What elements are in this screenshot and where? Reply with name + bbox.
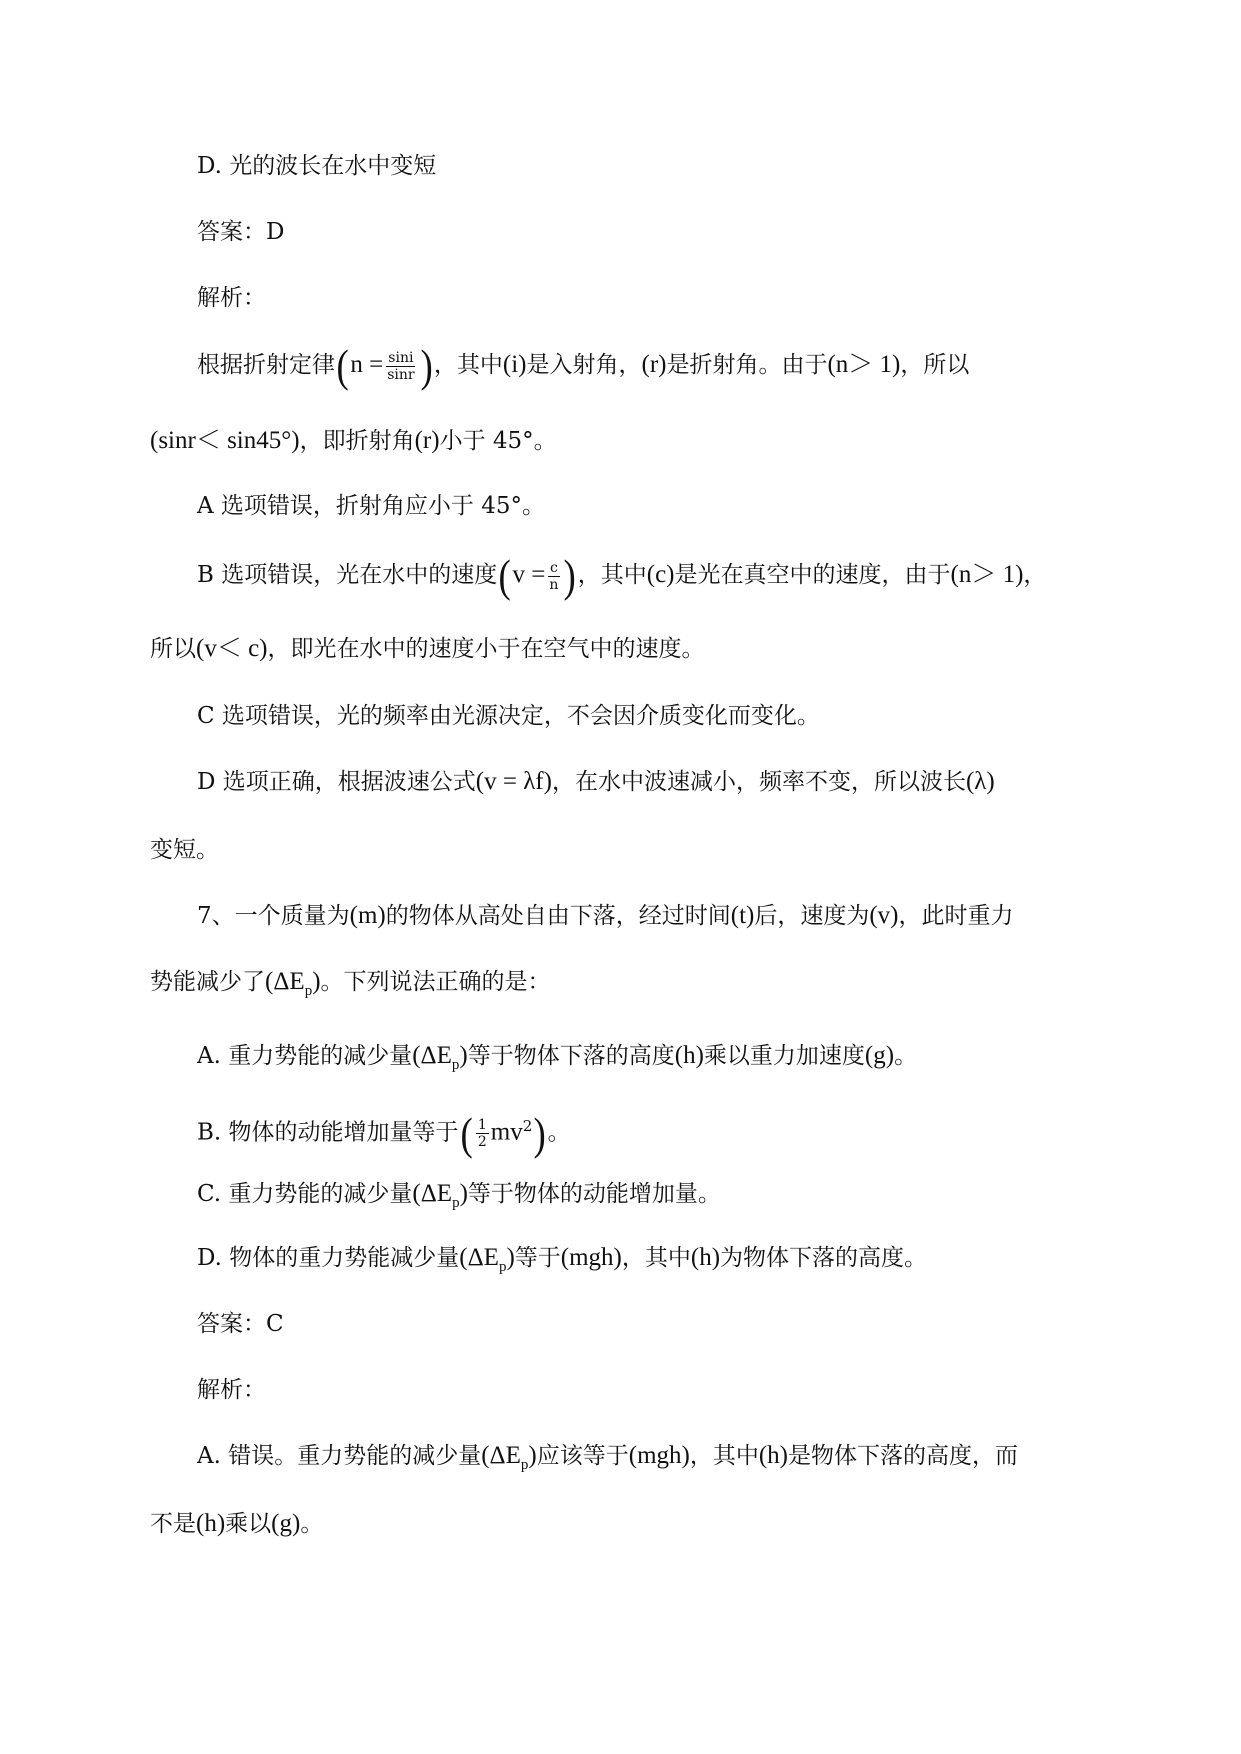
math-r: (r): [414, 427, 440, 454]
close-paren: ): [459, 1180, 468, 1207]
close-paren: ): [563, 550, 577, 601]
refraction-law-line: [197, 340, 970, 391]
math-r: (r): [641, 351, 667, 378]
math-delta-ep: [459, 1244, 515, 1275]
math-v: (v): [869, 902, 899, 929]
math-v-eq: v =: [512, 561, 546, 588]
text-segment: 的物体从高处自由下落，经过时间: [385, 903, 731, 929]
text-segment: C. 重力势能的减少量: [197, 1181, 413, 1207]
text-segment: D 选项正确，根据波速公式: [197, 769, 476, 795]
option-b-analysis: [197, 550, 1047, 601]
text-segment: ，此时重力: [898, 903, 1014, 929]
text-segment: ，即光在水中的速度小于在空气中的速度。: [267, 636, 705, 662]
subscript-p: p: [452, 1195, 460, 1211]
text-segment: 。: [300, 1511, 324, 1537]
q7-analysis-a: [197, 1438, 1018, 1483]
text-segment: 变短。: [150, 837, 219, 863]
answer-line: [197, 214, 284, 250]
text-segment: ，所以: [900, 352, 970, 378]
text-segment: ，: [1023, 562, 1047, 588]
subscript-p: p: [520, 1457, 529, 1473]
text-segment: B. 物体的动能增加量等于: [197, 1119, 459, 1146]
text-segment: A. 重力势能的减少量: [197, 1043, 413, 1069]
close-paren: ): [459, 1042, 468, 1069]
text-segment: 是物体下落的高度，而: [788, 1443, 1019, 1469]
math-delta-ep: [481, 1442, 537, 1473]
text-segment: 。: [547, 1119, 571, 1146]
text-segment: 等于物体下落的高度: [467, 1043, 675, 1069]
fraction-denominator: 2: [477, 1134, 487, 1151]
math-g: (g): [864, 1042, 895, 1069]
math-v-lt-c: (v＜ c): [196, 635, 268, 662]
option-d-text: D. 光的波长在水中变短: [197, 153, 437, 179]
text-segment: ，在水中波速减小，频率不变，所以波长: [551, 769, 966, 795]
math-delta-e: (ΔE: [481, 1442, 521, 1469]
fraction-c-n: [547, 560, 560, 593]
fraction-sini-sinr: [385, 350, 416, 383]
option-d-line: [197, 148, 436, 184]
option-a-analysis: [197, 488, 545, 524]
math-lambda: (λ): [965, 768, 995, 795]
q7-option-a: [197, 1038, 917, 1083]
q7-option-d: [197, 1240, 927, 1285]
text-segment: 势能减少了: [150, 969, 265, 995]
text-segment: D. 物体的重力势能减少量: [197, 1245, 460, 1271]
text-segment: A. 错误。重力势能的减少量: [197, 1443, 482, 1469]
answer-line-2: [197, 1306, 284, 1342]
option-d-analysis-cont: [150, 832, 219, 868]
text-segment: 不是: [150, 1511, 196, 1537]
answer-text: 答案：D: [197, 219, 285, 245]
option-a-analysis-text: A 选项错误，折射角应小于 45°。: [197, 493, 545, 519]
sin-comparison-line: [150, 423, 557, 459]
question-7-line: [197, 898, 1014, 934]
option-c-analysis: [197, 698, 820, 734]
text-segment: ，其中: [577, 562, 647, 588]
q7-option-c: [197, 1176, 721, 1221]
subscript-p: p: [451, 1057, 460, 1073]
math-delta-ep: [412, 1180, 468, 1211]
text-segment: 等于: [514, 1245, 561, 1271]
fraction-numerator: c: [550, 559, 558, 576]
text-segment: 为物体下落的高度。: [720, 1245, 928, 1271]
text-segment: B 选项错误，光在水中的速度: [197, 562, 498, 588]
math-wave-formula: (v = λf): [475, 768, 552, 795]
close-paren: ): [506, 1244, 515, 1271]
analysis-heading: [197, 280, 266, 316]
text-segment: 。: [894, 1043, 918, 1069]
math-n-gt-1: (n＞ 1): [827, 351, 901, 378]
math-g: (g): [271, 1510, 301, 1537]
math-mgh: (mgh): [560, 1244, 622, 1271]
math-i: (i): [502, 351, 527, 378]
fraction-numerator: sini: [388, 349, 414, 366]
superscript-2: 2: [522, 1117, 533, 1135]
math-n-eq: n =: [350, 351, 384, 378]
text-segment: 等于物体的动能增加量。: [467, 1181, 721, 1207]
option-d-analysis: [197, 764, 995, 800]
fraction-denominator: n: [549, 576, 559, 593]
math-mgh: (mgh): [628, 1442, 690, 1469]
close-paren: ): [420, 340, 433, 391]
close-paren: ): [528, 1442, 537, 1469]
math-delta-e: (ΔE: [412, 1042, 452, 1069]
text-segment: 。下列说法正确的是：: [320, 969, 551, 995]
text-segment: ，其中: [621, 1245, 691, 1271]
answer-text: 答案：C: [197, 1311, 284, 1337]
fraction-denominator: sinr: [387, 366, 415, 383]
text-segment: 乘以: [225, 1511, 272, 1537]
text-segment: 应该等于: [536, 1443, 629, 1469]
math-m: (m): [349, 902, 386, 929]
math-h: (h): [690, 1244, 721, 1271]
subscript-p: p: [498, 1259, 507, 1275]
text-segment: 小于 45°。: [439, 428, 557, 454]
option-c-analysis-text: C 选项错误，光的频率由光源决定，不会因介质变化而变化。: [197, 703, 820, 729]
math-t: (t): [730, 902, 755, 929]
analysis-heading-2: [197, 1372, 266, 1408]
text-segment: 乘以重力加速度: [703, 1043, 865, 1069]
math-sin-comparison: (sinr＜ sin45°): [150, 427, 300, 454]
fraction-one-half: [476, 1117, 489, 1150]
text-segment: ，其中: [433, 352, 503, 378]
math-c: (c): [646, 561, 675, 588]
analysis-label: 解析：: [197, 1377, 266, 1403]
text-segment: 是入射角，: [526, 352, 642, 378]
math-delta-ep: [265, 968, 321, 999]
text-segment: ，其中: [689, 1443, 759, 1469]
analysis-label: 解析：: [197, 285, 266, 311]
q7-analysis-a-cont: [150, 1506, 323, 1542]
math-h: (h): [196, 1510, 226, 1537]
text-segment: 是光在真空中的速度，由于: [674, 562, 951, 588]
open-paren: (: [336, 340, 349, 391]
option-b-analysis-cont: [150, 631, 705, 667]
math-delta-e: (ΔE: [459, 1244, 499, 1271]
math-delta-ep: [412, 1042, 468, 1073]
math-n-gt-1: (n＞ 1): [950, 561, 1024, 588]
math-h: (h): [758, 1442, 789, 1469]
close-paren: ): [533, 1107, 547, 1159]
text-segment: 后，速度为: [754, 903, 870, 929]
close-paren: ): [312, 968, 321, 995]
open-paren: (: [460, 1107, 473, 1159]
text-segment: 根据折射定律: [197, 352, 335, 378]
text-segment: 是折射角。由于: [666, 352, 828, 378]
open-paren: (: [498, 550, 512, 601]
q7-option-b: [197, 1107, 571, 1159]
math-delta-e: (ΔE: [265, 968, 305, 995]
subscript-p: p: [304, 983, 313, 999]
math-delta-e: (ΔE: [412, 1180, 453, 1207]
text-segment: ，即折射角: [299, 428, 415, 454]
math-mv: mv: [490, 1118, 523, 1146]
text-segment: 所以: [150, 636, 196, 662]
math-h: (h): [674, 1042, 704, 1069]
question-7-cont: [150, 964, 551, 1009]
text-segment: 7、一个质量为: [197, 903, 350, 929]
fraction-numerator: 1: [477, 1117, 487, 1134]
